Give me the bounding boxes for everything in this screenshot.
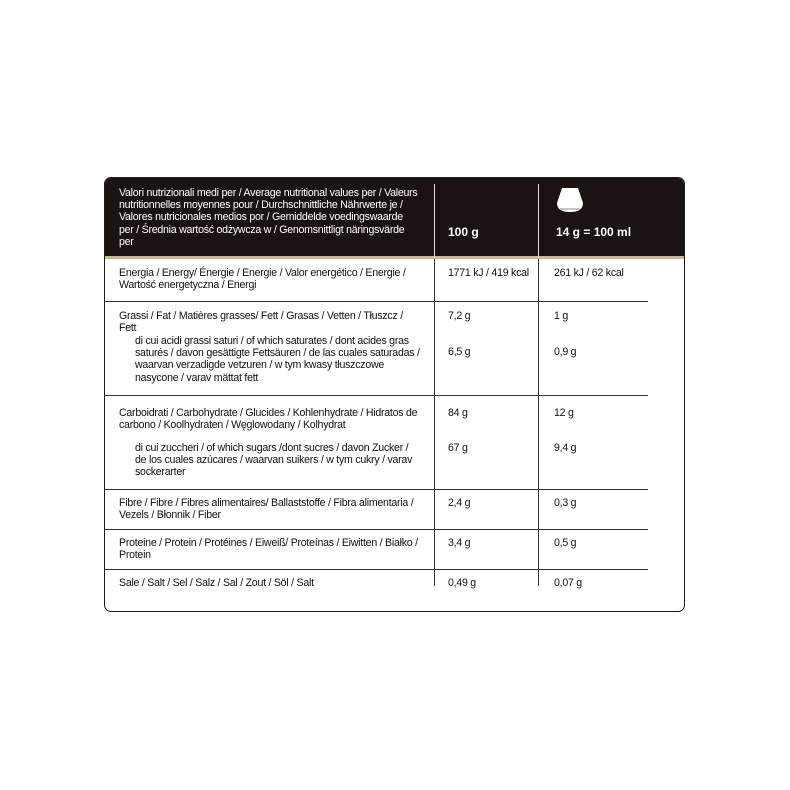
column-divider-2-body (538, 259, 539, 586)
salt-per-serving: 0,07 g (554, 577, 582, 589)
fibre-per-100g: 2,4 g (448, 497, 471, 509)
fat-label: Grassi / Fat / Matières grasses/ Fett / Grasas / Vetten / Tłuszcz / Fett (119, 310, 403, 335)
carbohydrate-per-serving: 12 g (554, 407, 574, 419)
protein-per-100g: 3,4 g (448, 537, 471, 549)
row-separator (105, 529, 648, 530)
fat-per-100g: 7,2 g (448, 310, 471, 322)
saturates-per-serving: 0,9 g (554, 346, 577, 358)
fibre-label: Fibre / Fibre / Fibres alimentaires/ Ballaststoffe / Fibra alimentaria / Vezels / Błonnik / Fiber (119, 497, 414, 522)
column-divider-2 (538, 184, 539, 259)
protein-label: Proteine / Protein / Protéines / Eiweiß/ Proteínas / Eiwitten / Białko / Protein (119, 537, 418, 562)
saturates-per-100g: 6,5 g (448, 346, 471, 358)
nutrition-table (104, 177, 685, 612)
row-separator (105, 489, 648, 490)
carbohydrate-label: Carboidrati / Carbohydrate / Glucides / Kohlenhydrate / Hidratos de carbono / Koolhydraten / Węglowodany / Kolhydrat (119, 407, 418, 432)
energy-label: Energia / Energy/ Énergie / Energie / Valor energético / Energie / Wartość energetyczna / Energi (119, 267, 406, 292)
row-separator (105, 569, 648, 570)
capsule-icon (556, 187, 584, 213)
column-divider-1-body (434, 259, 435, 586)
header-label: Valori nutrizionali medi per / Average nutritional values per / Valeurs nutritionnelles moyennes pour / Durchschnittliche Nährwerte je / Valores nutricionales medios por / Gemiddelde voedingswaarde per / Średnia wartość odżywcza w / Genomsnittligt näringsvärde per (119, 187, 418, 248)
row-separator (105, 395, 648, 396)
protein-per-serving: 0,5 g (554, 537, 577, 549)
row-separator (105, 301, 648, 302)
sugars-per-100g: 67 g (448, 442, 468, 454)
table-header (105, 178, 684, 259)
column-serving-heading: 14 g = 100 ml (556, 225, 632, 239)
energy-per-serving: 261 kJ / 62 kcal (554, 267, 624, 279)
salt-per-100g: 0,49 g (448, 577, 476, 589)
fibre-per-serving: 0,3 g (554, 497, 577, 509)
sugars-per-serving: 9,4 g (554, 442, 577, 454)
energy-per-100g: 1771 kJ / 419 kcal (448, 267, 529, 279)
saturates-label: di cui acidi grassi saturi / of which saturates / dont acides gras saturés / davon gesättigte Fettsäuren / de las cuales saturadas / waarvan verzadigde vetzuren / w tym kwasy tłuszczowe nasycone / varav mättat fett (135, 335, 420, 384)
carbohydrate-per-100g: 84 g (448, 407, 468, 419)
fat-per-serving: 1 g (554, 310, 568, 322)
salt-label: Sale / Salt / Sel / Salz / Sal / Zout / Söl / Salt (119, 577, 314, 589)
sugars-label: di cui zuccheri / of which sugars /dont sucres / davon Zucker / de los cuales azúcares / waarvan suikers / w tym cukry / varav sockerarter (135, 442, 413, 479)
column-100g-heading: 100 g (448, 225, 479, 239)
